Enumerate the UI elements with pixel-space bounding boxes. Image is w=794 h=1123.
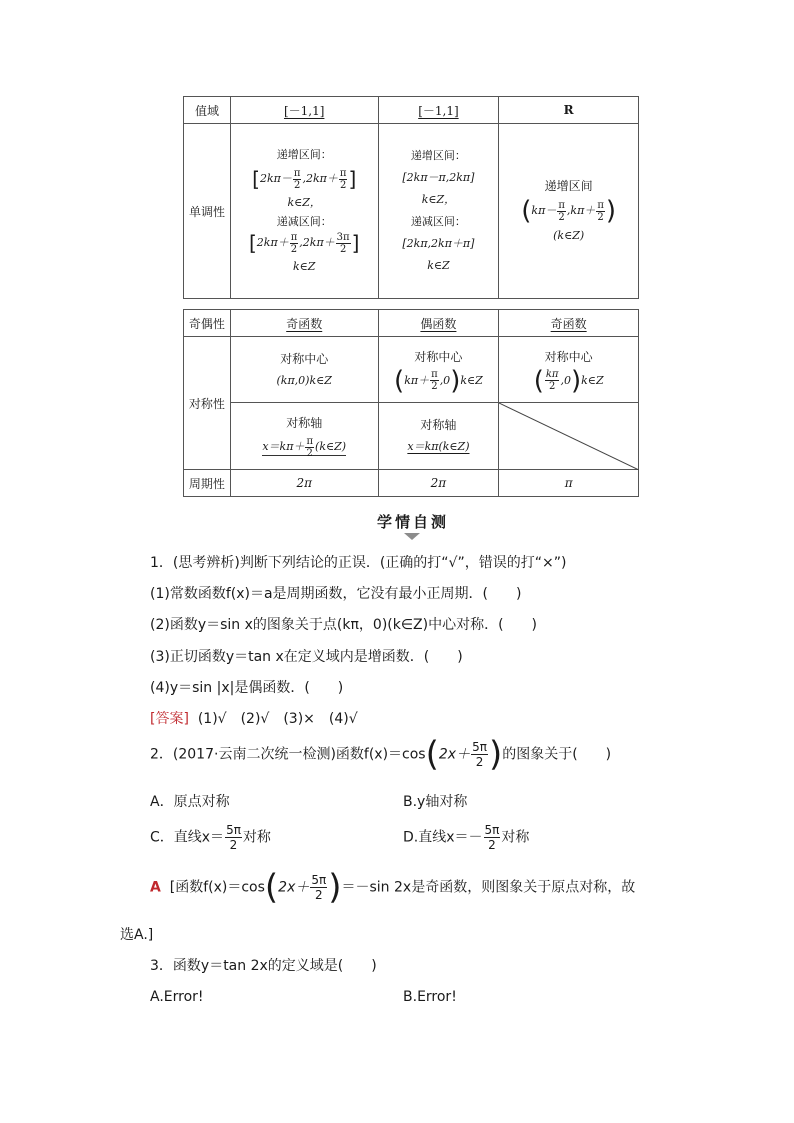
- q2-solution: A [函数f(x)＝cos(2x＋ $\frac{5\pi}{2}$ )＝－sin 2x是奇函数，则图象关于原点对称，故: [150, 867, 636, 908]
- symmetry-center-row: [184, 337, 639, 403]
- diagonal-line: [499, 403, 639, 470]
- axis-cos: 对称轴 x＝kπ(k∈Z): [378, 403, 499, 470]
- range-sin: [－1,1]: [230, 97, 378, 124]
- q3-option-a: A.Error!: [150, 989, 204, 1005]
- mono-tan: 递增区间 (kπ－ $\frac{\pi}{2}$ ,kπ＋ $\frac{\pi}{2}$ ) (k∈Z): [499, 124, 639, 299]
- q1-item-3: (3)正切函数y＝tan x在定义域内是增函数．( ): [150, 649, 463, 665]
- period-cos: 2π: [378, 470, 499, 497]
- properties-table-1: [183, 96, 639, 299]
- q1-stem: 1．(思考辨析)判断下列结论的正误．(正确的打“√”，错误的打“×”): [150, 555, 567, 571]
- triangle-down-icon: [404, 533, 420, 540]
- range-row: [184, 97, 639, 124]
- q1-item-2: (2)函数y＝sin x的图象关于点(kπ，0)(k∈Z)中心对称．( ): [150, 617, 538, 633]
- parity-label: 奇偶性: [184, 310, 231, 337]
- axis-tan-empty: [499, 403, 639, 470]
- parity-sin: 奇函数: [230, 310, 378, 337]
- q3-stem: 3．函数y＝tan 2x的定义域是( ): [150, 958, 377, 974]
- q1-answer: [150, 708, 358, 728]
- period-row: [184, 470, 639, 497]
- properties-table-2: [183, 309, 639, 497]
- q2-solution-cont: 选A.]: [120, 927, 154, 943]
- center-sin: 对称中心 (kπ,0)k∈Z: [230, 337, 378, 403]
- q2-option-a: A．原点对称: [150, 794, 230, 810]
- range-label: 值域: [184, 97, 231, 124]
- axis-sin: 对称轴 x＝kπ＋ $\frac{\pi}{2}$ (k∈Z): [230, 403, 378, 470]
- monotonicity-row: [184, 124, 639, 299]
- mono-cos: 递增区间： [2kπ－π,2kπ] k∈Z， 递减区间： [2kπ,2kπ＋π] k∈Z: [378, 124, 499, 299]
- solution-letter: A: [150, 879, 161, 896]
- mono-sin: 递增区间： [2kπ－ $\frac{\pi}{2}$ ,2kπ＋ $\frac{\pi}{2}$ ] k∈Z， 递减区间： [2kπ＋ $\frac{\pi}{2}$ ,2kπ＋ $\frac{3\pi}{2}$ ] k∈Z: [230, 124, 378, 299]
- period-sin: 2π: [230, 470, 378, 497]
- parity-cos: 偶函数: [378, 310, 499, 337]
- center-cos: 对称中心 (kπ＋ $\frac{\pi}{2}$ ,0)k∈Z: [378, 337, 499, 403]
- range-cos: [－1,1]: [378, 97, 499, 124]
- q3-option-b: B.Error!: [403, 989, 457, 1005]
- q1-item-1: (1)常数函数f(x)＝a是周期函数，它没有最小正周期．( ): [150, 586, 522, 602]
- parity-row: [184, 310, 639, 337]
- period-label: 周期性: [184, 470, 231, 497]
- section-title: 学情自测: [376, 513, 449, 531]
- q2-option-b: B.y轴对称: [403, 794, 468, 810]
- center-tan: 对称中心 ( $\frac{k\pi}{2}$ ,0)k∈Z: [499, 337, 639, 403]
- q2-option-c: C．直线x＝ $\frac{5\pi}{2}$ 对称: [150, 823, 271, 852]
- range-tan: R: [499, 97, 639, 124]
- q1-item-4: (4)y＝sin |x|是偶函数．( ): [150, 680, 344, 696]
- parity-tan: 奇函数: [499, 310, 639, 337]
- period-tan: π: [499, 470, 639, 497]
- symmetry-label: 对称性: [184, 337, 231, 470]
- answer-text: (1)√ (2)√ (3)× (4)√: [197, 711, 358, 727]
- q2-stem: 2．(2017·云南二次统一检测)函数f(x)＝cos(2x＋ $\frac{5\pi}{2}$ )的图象关于( ): [150, 734, 612, 775]
- q2-option-d: D.直线x＝－ $\frac{5\pi}{2}$ 对称: [403, 823, 530, 852]
- mono-label: 单调性: [184, 124, 231, 299]
- symmetry-axis-row: [184, 403, 639, 470]
- answer-label: [答案]: [150, 711, 189, 727]
